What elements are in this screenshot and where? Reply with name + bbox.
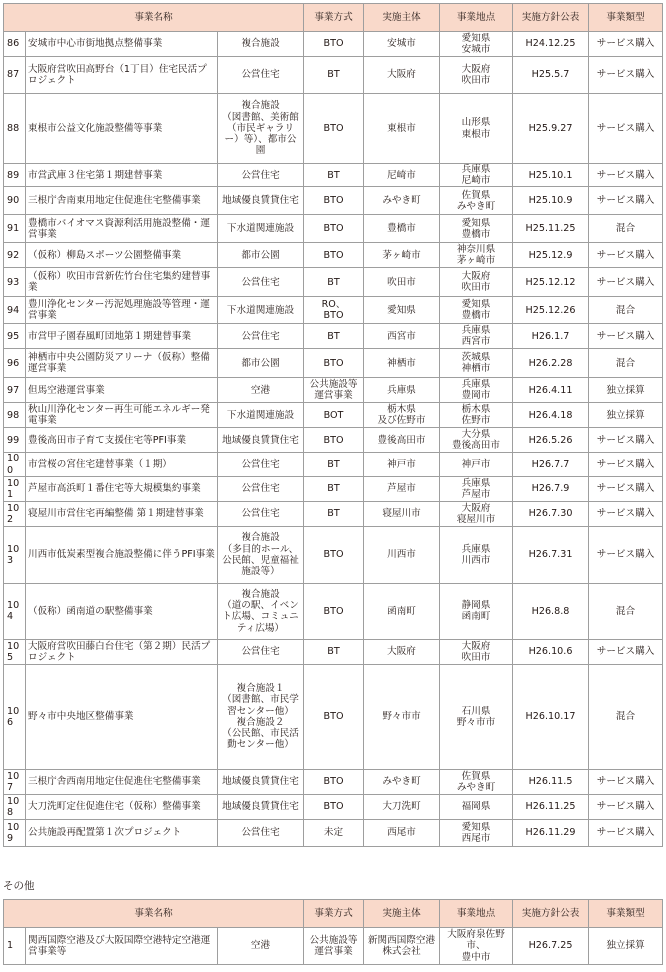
cell-method: BT (304, 476, 364, 501)
cell-location: 大阪府 吹田市 (440, 639, 513, 664)
table-row (4, 57, 663, 94)
cell-policy-date: H25.5.7 (513, 57, 589, 94)
cell-facility: 複合施設１ （図書館、市民学習センター他） 複合施設２ （公民館、市民活動センター他） (218, 664, 304, 769)
cell-entity: 大阪府 (364, 639, 440, 664)
cell-policy-date: H25.12.26 (513, 297, 589, 324)
cell-project-name: 川西市低炭素型複合施設整備に伴うPFI事業 (26, 526, 218, 583)
cell-project-name: 関西国際空港及び大阪国際空港特定空港運営事業等 (26, 928, 218, 965)
cell-project-type: 混合 (589, 215, 663, 243)
cell-project-type: サービス購入 (589, 243, 663, 268)
table-row (4, 453, 663, 476)
cell-policy-date: H26.4.11 (513, 378, 589, 403)
table-row (4, 664, 663, 769)
cell-project-type: 独立採算 (589, 928, 663, 965)
cell-policy-date: H25.9.27 (513, 94, 589, 164)
cell-project-type: サービス購入 (589, 794, 663, 819)
cell-project-type: 独立採算 (589, 378, 663, 403)
table-row (4, 476, 663, 501)
cell-policy-date: H26.5.26 (513, 428, 589, 453)
cell-project-name: 三根庁舎西南用地定住促進住宅整備事業 (26, 769, 218, 794)
cell-entity: 川西市 (364, 526, 440, 583)
cell-location: 栃木県 佐野市 (440, 403, 513, 428)
cell-entity: 芦屋市 (364, 476, 440, 501)
cell-number: 101 (4, 476, 26, 501)
cell-facility: 複合施設 （多目的ホール、公民館、児童福祉施設等） (218, 526, 304, 583)
table-row (4, 297, 663, 324)
cell-facility: 地域優良賃貸住宅 (218, 428, 304, 453)
cell-policy-date: H25.11.25 (513, 215, 589, 243)
table-row (4, 215, 663, 243)
cell-project-name: 芦屋市高浜町１番住宅等大規模集約事業 (26, 476, 218, 501)
cell-policy-date: H26.11.25 (513, 794, 589, 819)
table-row (4, 526, 663, 583)
cell-project-type: 混合 (589, 664, 663, 769)
cell-number: 88 (4, 94, 26, 164)
cell-location: 静岡県 函南町 (440, 583, 513, 639)
cell-project-name: 神栖市中央公園防災アリーナ（仮称）整備運営事業 (26, 349, 218, 378)
table-row (4, 268, 663, 297)
cell-number: 107 (4, 769, 26, 794)
cell-location: 佐賀県 みやき町 (440, 187, 513, 215)
cell-location: 山形県 東根市 (440, 94, 513, 164)
cell-number: 87 (4, 57, 26, 94)
cell-policy-date: H26.7.30 (513, 501, 589, 526)
cell-project-type: サービス購入 (589, 476, 663, 501)
cell-policy-date: H26.10.6 (513, 639, 589, 664)
cell-facility: 地域優良賃貸住宅 (218, 794, 304, 819)
cell-entity: 尼崎市 (364, 164, 440, 187)
cell-location: 福岡県 (440, 794, 513, 819)
table-row (4, 819, 663, 846)
cell-method: BTO (304, 32, 364, 57)
cell-project-type: サービス購入 (589, 94, 663, 164)
cell-project-type: 混合 (589, 297, 663, 324)
other-header-method: 事業方式 (304, 900, 364, 928)
header-policy-date: 実施方針公表 (513, 4, 589, 32)
cell-facility: 都市公園 (218, 243, 304, 268)
cell-location: 大阪府 吹田市 (440, 268, 513, 297)
cell-number: 103 (4, 526, 26, 583)
cell-project-name: 但馬空港運営事業 (26, 378, 218, 403)
cell-entity: 東根市 (364, 94, 440, 164)
cell-number: 91 (4, 215, 26, 243)
cell-project-name: 大阪府営吹田藤白台住宅（第２期）民活プロジェクト (26, 639, 218, 664)
cell-location: 茨城県 神栖市 (440, 349, 513, 378)
cell-policy-date: H26.11.29 (513, 819, 589, 846)
cell-location: 兵庫県 西宮市 (440, 324, 513, 349)
cell-project-type: 独立採算 (589, 403, 663, 428)
cell-policy-date: H26.10.17 (513, 664, 589, 769)
table-row (4, 639, 663, 664)
cell-policy-date: H26.4.18 (513, 403, 589, 428)
cell-project-name: 野々市中央地区整備事業 (26, 664, 218, 769)
cell-number: 104 (4, 583, 26, 639)
cell-number: 106 (4, 664, 26, 769)
cell-method: BTO (304, 428, 364, 453)
cell-project-type: サービス購入 (589, 32, 663, 57)
cell-policy-date: H26.7.25 (513, 928, 589, 965)
cell-method: RO、 BTO (304, 297, 364, 324)
table-row (4, 94, 663, 164)
table-row (4, 378, 663, 403)
cell-location: 大阪府 吹田市 (440, 57, 513, 94)
cell-project-name: 大阪府営吹田高野台（1丁目）住宅民活プロジェクト (26, 57, 218, 94)
cell-method: BT (304, 501, 364, 526)
table-row (4, 428, 663, 453)
cell-entity: 吹田市 (364, 268, 440, 297)
cell-project-name: 市営甲子園春風町団地第１期建替事業 (26, 324, 218, 349)
cell-policy-date: H25.12.9 (513, 243, 589, 268)
table-row (4, 243, 663, 268)
cell-project-name: （仮称）吹田市営新佐竹台住宅集約建替事業 (26, 268, 218, 297)
cell-method: BTO (304, 215, 364, 243)
cell-location: 石川県 野々市市 (440, 664, 513, 769)
cell-location: 神奈川県 茅ヶ崎市 (440, 243, 513, 268)
cell-facility: 公営住宅 (218, 453, 304, 476)
cell-project-type: サービス購入 (589, 819, 663, 846)
cell-entity: 函南町 (364, 583, 440, 639)
table-row (4, 794, 663, 819)
cell-location: 兵庫県 芦屋市 (440, 476, 513, 501)
cell-policy-date: H26.7.9 (513, 476, 589, 501)
cell-facility: 公営住宅 (218, 164, 304, 187)
cell-facility: 複合施設 （図書館、美術館（市民ギャラリー）等）、都市公園 (218, 94, 304, 164)
cell-project-type: サービス購入 (589, 324, 663, 349)
cell-project-type: 混合 (589, 583, 663, 639)
cell-project-type: サービス購入 (589, 501, 663, 526)
table-row (4, 349, 663, 378)
header-location: 事業地点 (440, 4, 513, 32)
cell-method: BTO (304, 526, 364, 583)
cell-method: BT (304, 164, 364, 187)
cell-location: 愛知県 豊橋市 (440, 215, 513, 243)
cell-project-name: （仮称）函南道の駅整備事業 (26, 583, 218, 639)
cell-project-type: 混合 (589, 349, 663, 378)
cell-number: 90 (4, 187, 26, 215)
cell-method: BT (304, 639, 364, 664)
header-project-name: 事業名称 (4, 4, 304, 32)
cell-project-name: 豊後高田市子育て支援住宅等PFI事業 (26, 428, 218, 453)
header-project-type: 事業類型 (589, 4, 663, 32)
cell-policy-date: H25.10.1 (513, 164, 589, 187)
cell-number: 92 (4, 243, 26, 268)
cell-method: BTO (304, 349, 364, 378)
cell-project-type: サービス購入 (589, 453, 663, 476)
cell-facility: 地域優良賃貸住宅 (218, 769, 304, 794)
cell-number: 97 (4, 378, 26, 403)
table-row (4, 32, 663, 57)
cell-number: 105 (4, 639, 26, 664)
cell-project-name: 東根市公益文化施設整備等事業 (26, 94, 218, 164)
cell-policy-date: H26.2.28 (513, 349, 589, 378)
cell-facility: 空港 (218, 378, 304, 403)
cell-number: 95 (4, 324, 26, 349)
table-row (4, 403, 663, 428)
cell-entity: 愛知県 (364, 297, 440, 324)
cell-location: 愛知県 安城市 (440, 32, 513, 57)
table-row (4, 928, 663, 965)
table-row (4, 324, 663, 349)
cell-number: 89 (4, 164, 26, 187)
cell-method: BTO (304, 94, 364, 164)
cell-project-name: 三根庁舎南東用地定住促進住宅整備事業 (26, 187, 218, 215)
cell-policy-date: H26.1.7 (513, 324, 589, 349)
cell-method: BOT (304, 403, 364, 428)
cell-method: BT (304, 324, 364, 349)
cell-method: BTO (304, 583, 364, 639)
other-header-project-type: 事業類型 (589, 900, 663, 928)
pfi-projects-table (3, 3, 663, 847)
cell-number: 99 (4, 428, 26, 453)
cell-facility: 都市公園 (218, 349, 304, 378)
cell-number: 1 (4, 928, 26, 965)
cell-project-type: サービス購入 (589, 57, 663, 94)
cell-facility: 下水道関連施設 (218, 297, 304, 324)
cell-entity: 兵庫県 (364, 378, 440, 403)
cell-location: 神戸市 (440, 453, 513, 476)
cell-method: 公共施設等運営事業 (304, 378, 364, 403)
cell-facility: 地域優良賃貸住宅 (218, 187, 304, 215)
cell-policy-date: H26.11.5 (513, 769, 589, 794)
cell-project-type: サービス購入 (589, 639, 663, 664)
other-header-project-name: 事業名称 (4, 900, 304, 928)
cell-entity: みやき町 (364, 769, 440, 794)
cell-project-name: 豊橋市バイオマス資源利活用施設整備・運営事業 (26, 215, 218, 243)
cell-entity: 大刀洗町 (364, 794, 440, 819)
cell-entity: 茅ヶ崎市 (364, 243, 440, 268)
cell-facility: 公営住宅 (218, 476, 304, 501)
cell-project-name: 寝屋川市営住宅再編整備 第１期建替事業 (26, 501, 218, 526)
cell-policy-date: H26.7.31 (513, 526, 589, 583)
cell-project-type: サービス購入 (589, 187, 663, 215)
cell-number: 108 (4, 794, 26, 819)
cell-location: 佐賀県 みやき町 (440, 769, 513, 794)
cell-entity: 神栖市 (364, 349, 440, 378)
cell-entity: 栃木県 及び佐野市 (364, 403, 440, 428)
cell-location: 兵庫県 尼崎市 (440, 164, 513, 187)
cell-policy-date: H25.10.9 (513, 187, 589, 215)
cell-project-type: サービス購入 (589, 769, 663, 794)
cell-facility: 空港 (218, 928, 304, 965)
cell-project-name: 豊川浄化センター汚泥処理施設等管理・運営事業 (26, 297, 218, 324)
cell-method: BTO (304, 187, 364, 215)
cell-location: 兵庫県 豊岡市 (440, 378, 513, 403)
other-header-location: 事業地点 (440, 900, 513, 928)
cell-policy-date: H25.12.12 (513, 268, 589, 297)
cell-project-type: サービス購入 (589, 526, 663, 583)
cell-number: 94 (4, 297, 26, 324)
cell-project-name: 公共施設再配置第１次プロジェクト (26, 819, 218, 846)
cell-method: BT (304, 268, 364, 297)
table-row (4, 501, 663, 526)
cell-entity: 豊後高田市 (364, 428, 440, 453)
cell-location: 大阪府 寝屋川市 (440, 501, 513, 526)
cell-entity: 安城市 (364, 32, 440, 57)
cell-number: 109 (4, 819, 26, 846)
cell-entity: 豊橋市 (364, 215, 440, 243)
cell-location: 大分県 豊後高田市 (440, 428, 513, 453)
cell-location: 兵庫県 川西市 (440, 526, 513, 583)
cell-facility: 公営住宅 (218, 57, 304, 94)
cell-method: BT (304, 453, 364, 476)
cell-entity: 寝屋川市 (364, 501, 440, 526)
cell-entity: 新関西国際空港株式会社 (364, 928, 440, 965)
header-method: 事業方式 (304, 4, 364, 32)
cell-method: BT (304, 57, 364, 94)
cell-entity: 野々市市 (364, 664, 440, 769)
cell-project-name: 秋山川浄化センター再生可能エネルギー発電事業 (26, 403, 218, 428)
other-header-entity: 実施主体 (364, 900, 440, 928)
cell-facility: 下水道関連施設 (218, 215, 304, 243)
cell-method: BTO (304, 794, 364, 819)
cell-project-type: サービス購入 (589, 268, 663, 297)
cell-number: 102 (4, 501, 26, 526)
header-entity: 実施主体 (364, 4, 440, 32)
table-body (4, 32, 663, 847)
cell-method: BTO (304, 664, 364, 769)
cell-facility: 公営住宅 (218, 819, 304, 846)
other-section-title: その他 (3, 880, 35, 892)
cell-project-name: 安城市中心市街地拠点整備事業 (26, 32, 218, 57)
cell-entity: みやき町 (364, 187, 440, 215)
cell-number: 86 (4, 32, 26, 57)
other-projects-table (3, 899, 663, 965)
cell-entity: 西尾市 (364, 819, 440, 846)
table-row (4, 187, 663, 215)
table-row (4, 769, 663, 794)
cell-method: BTO (304, 769, 364, 794)
cell-entity: 大阪府 (364, 57, 440, 94)
cell-number: 96 (4, 349, 26, 378)
other-table-body (4, 928, 663, 965)
cell-policy-date: H26.7.7 (513, 453, 589, 476)
other-header-policy-date: 実施方針公表 (513, 900, 589, 928)
cell-project-type: サービス購入 (589, 164, 663, 187)
cell-method: 未定 (304, 819, 364, 846)
cell-number: 93 (4, 268, 26, 297)
cell-location: 愛知県 豊橋市 (440, 297, 513, 324)
cell-number: 100 (4, 453, 26, 476)
cell-entity: 西宮市 (364, 324, 440, 349)
other-table-header-row (4, 900, 663, 928)
cell-facility: 下水道関連施設 (218, 403, 304, 428)
cell-facility: 複合施設 （道の駅、イベント広場、コミュニティ広場） (218, 583, 304, 639)
cell-project-name: 市営桜の宮住宅建替事業（１期） (26, 453, 218, 476)
cell-facility: 複合施設 (218, 32, 304, 57)
cell-facility: 公営住宅 (218, 501, 304, 526)
cell-method: BTO (304, 243, 364, 268)
cell-project-name: （仮称）柳島スポーツ公園整備事業 (26, 243, 218, 268)
table-row (4, 164, 663, 187)
table-header-row (4, 4, 663, 32)
cell-project-name: 市営武庫３住宅第１期建替事業 (26, 164, 218, 187)
cell-location: 愛知県 西尾市 (440, 819, 513, 846)
cell-entity: 神戸市 (364, 453, 440, 476)
cell-project-type: サービス購入 (589, 428, 663, 453)
cell-policy-date: H26.8.8 (513, 583, 589, 639)
cell-project-name: 大刀洗町定住促進住宅（仮称）整備事業 (26, 794, 218, 819)
cell-facility: 公営住宅 (218, 268, 304, 297)
table-row (4, 583, 663, 639)
cell-location: 大阪府泉佐野市、 豊中市 (440, 928, 513, 965)
cell-method: 公共施設等運営事業 (304, 928, 364, 965)
cell-number: 98 (4, 403, 26, 428)
cell-facility: 公営住宅 (218, 324, 304, 349)
cell-policy-date: H24.12.25 (513, 32, 589, 57)
cell-facility: 公営住宅 (218, 639, 304, 664)
